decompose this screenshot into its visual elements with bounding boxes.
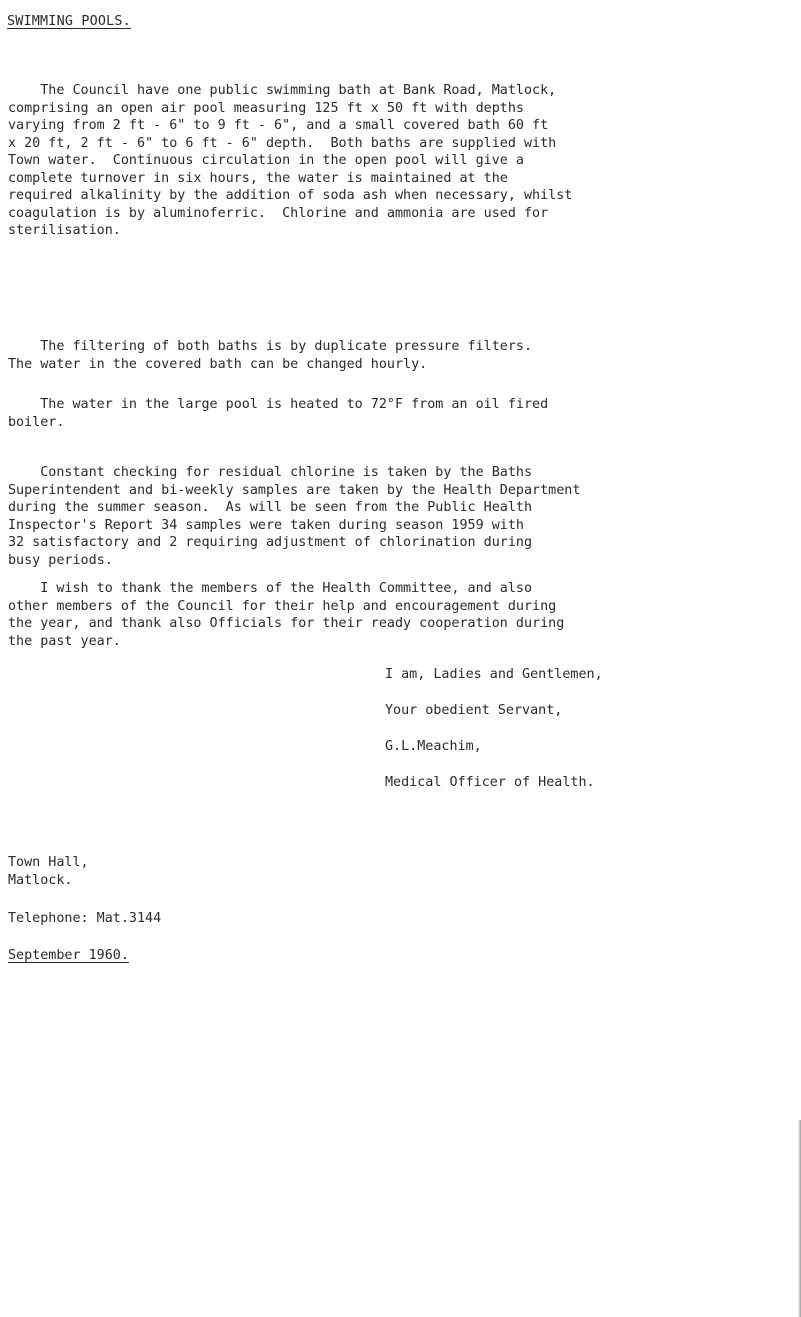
paragraph-facilities	[8, 82, 798, 240]
closing-valediction: Your obedient Servant,	[385, 703, 563, 718]
paragraph-line: The water in the large pool is heated to 72°F from an oil fired	[8, 397, 549, 412]
paragraph-line: Constant checking for residual chlorine is taken by the Baths	[8, 465, 533, 480]
signatory-name: G.L.Meachim,	[385, 739, 482, 754]
paragraph-line: the past year.	[8, 633, 121, 649]
document-date: September 1960.	[8, 948, 129, 963]
paragraph-line: other members of the Council for their help and encouragement during	[8, 598, 557, 614]
paragraph-chlorine-checking	[8, 464, 798, 569]
paragraph-line: varying from 2 ft - 6" to 9 ft - 6", and a small covered bath 60 ft	[8, 118, 549, 133]
paragraph-line: Superintendent and bi-weekly samples are taken by the Health Department	[8, 482, 581, 498]
paragraph-line: x 20 ft, 2 ft - 6" to 6 ft - 6" depth. Both baths are supplied with	[8, 135, 557, 151]
signatory-title: Medical Officer of Health.	[385, 775, 595, 790]
paragraph-line: 32 satisfactory and 2 requiring adjustment of chlorination during	[8, 535, 533, 550]
paragraph-line: Town water. Continuous circulation in the open pool will give a	[8, 153, 524, 168]
paragraph-line: complete turnover in six hours, the water is maintained at the	[8, 170, 508, 186]
paragraph-line: coagulation is by aluminoferric. Chlorine and ammonia are used for	[8, 205, 549, 221]
paragraph-line: sterilisation.	[8, 223, 121, 238]
address-line-2: Matlock.	[8, 873, 73, 888]
paragraph-line: The Council have one public swimming bath at Bank Road, Matlock,	[8, 83, 557, 98]
paragraph-thanks	[8, 580, 798, 650]
paragraph-line: I wish to thank the members of the Health Committee, and also	[8, 581, 533, 596]
paragraph-line: Inspector's Report 34 samples were taken during season 1959 with	[8, 517, 524, 533]
paragraph-line: during the summer season. As will be seen from the Public Health	[8, 500, 533, 515]
paragraph-heating	[8, 396, 798, 431]
paragraph-line: boiler.	[8, 414, 65, 430]
paragraph-line: The filtering of both baths is by duplicate pressure filters.	[8, 339, 533, 354]
paragraph-line: the year, and thank also Officials for their ready cooperation during	[8, 616, 565, 631]
paragraph-line: busy periods.	[8, 552, 113, 568]
closing-salutation: I am, Ladies and Gentlemen,	[385, 667, 603, 682]
paragraph-line: required alkalinity by the addition of soda ash when necessary, whilst	[8, 188, 573, 203]
address-line-1: Town Hall,	[8, 855, 89, 870]
telephone-number: Telephone: Mat.3144	[8, 911, 162, 926]
section-heading: SWIMMING POOLS.	[7, 14, 131, 29]
paragraph-line: comprising an open air pool measuring 125 ft x 50 ft with depths	[8, 100, 524, 116]
paragraph-line: The water in the covered bath can be changed hourly.	[8, 356, 428, 372]
paragraph-filtering	[8, 338, 798, 373]
